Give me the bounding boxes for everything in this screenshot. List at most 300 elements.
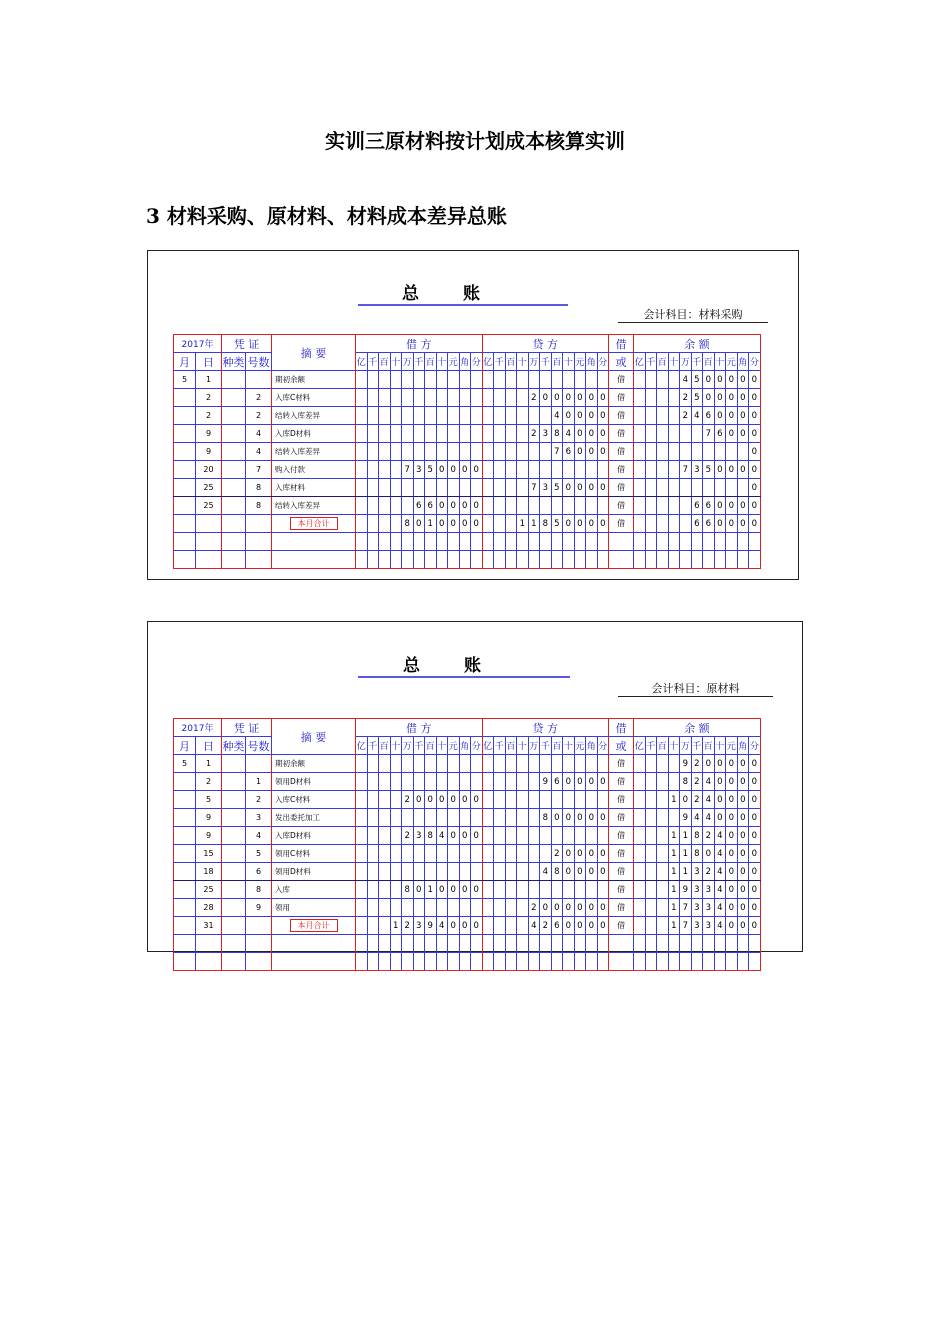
credit-digit [528, 407, 540, 425]
empty-cell [459, 953, 471, 971]
debit-digit [356, 863, 368, 881]
credit-digit [540, 791, 552, 809]
debit-digit: 0 [448, 515, 460, 533]
balance-digit [680, 425, 692, 443]
direction-cell: 借 [609, 425, 634, 443]
balance-digit: 9 [680, 809, 692, 827]
credit-digit [551, 755, 563, 773]
empty-cell [356, 551, 368, 569]
table-row [174, 845, 761, 863]
debit-digit: 0 [413, 515, 425, 533]
balance-digit: 0 [714, 809, 726, 827]
credit-digit [563, 827, 575, 845]
credit-digit [505, 407, 517, 425]
balance-digit [668, 425, 680, 443]
credit-digit [494, 371, 506, 389]
empty-cell [367, 953, 379, 971]
empty-cell [436, 533, 448, 551]
credit-digit [494, 791, 506, 809]
empty-cell [517, 551, 529, 569]
credit-digit: 0 [574, 425, 586, 443]
credit-digit [482, 443, 494, 461]
debit-digit [390, 899, 402, 917]
balance-digit: 0 [703, 389, 715, 407]
debit-digit [448, 899, 460, 917]
debit-digit: 0 [459, 827, 471, 845]
credit-digit [494, 497, 506, 515]
balance-digit: 4 [714, 899, 726, 917]
balance-digit: 3 [691, 881, 703, 899]
balance-digit-unit: 千 [691, 353, 703, 371]
credit-digit [528, 443, 540, 461]
credit-digit [574, 791, 586, 809]
credit-digit [505, 917, 517, 935]
balance-digit: 0 [726, 917, 738, 935]
number-cell: 4 [246, 827, 272, 845]
balance-digit: 7 [680, 917, 692, 935]
balance-digit-unit: 百 [703, 737, 715, 755]
balance-digit-unit: 分 [749, 353, 761, 371]
empty-cell [482, 935, 494, 953]
summary-text: 入库C材料 [275, 393, 311, 402]
balance-digit: 6 [703, 407, 715, 425]
balance-digit: 2 [691, 773, 703, 791]
number-cell: 5 [246, 845, 272, 863]
empty-cell [726, 533, 738, 551]
debit-digit [413, 479, 425, 497]
balance-digit: 3 [691, 899, 703, 917]
balance-digit: 0 [703, 845, 715, 863]
balance-digit: 0 [737, 917, 749, 935]
direction-cell: 借 [609, 917, 634, 935]
ledger-table [173, 334, 761, 569]
credit-digit: 0 [574, 917, 586, 935]
empty-cell [448, 953, 460, 971]
number-cell: 2 [246, 407, 272, 425]
credit-digit [563, 791, 575, 809]
debit-digit-unit: 百 [379, 353, 391, 371]
direction-cell: 借 [609, 755, 634, 773]
number-header: 号数 [246, 353, 272, 371]
balance-digit [645, 443, 657, 461]
debit-digit [379, 809, 391, 827]
month-header: 月 [174, 353, 196, 371]
day-cell: 9 [196, 443, 222, 461]
balance-digit: 0 [737, 845, 749, 863]
debit-digit [448, 863, 460, 881]
debit-digit [459, 371, 471, 389]
debit-digit [367, 407, 379, 425]
debit-digit-unit: 百 [425, 737, 437, 755]
empty-cell [413, 533, 425, 551]
debit-digit [390, 443, 402, 461]
balance-digit: 4 [703, 791, 715, 809]
month-cell [174, 863, 196, 881]
balance-digit [634, 497, 646, 515]
debit-digit: 0 [448, 917, 460, 935]
empty-cell [425, 953, 437, 971]
debit-digit [471, 773, 483, 791]
debit-digit [402, 443, 414, 461]
balance-digit: 0 [737, 899, 749, 917]
credit-digit [494, 881, 506, 899]
credit-digit [540, 845, 552, 863]
debit-digit: 0 [436, 497, 448, 515]
ledger-2 [147, 621, 803, 952]
day-cell: 1 [196, 371, 222, 389]
balance-digit [657, 461, 669, 479]
credit-digit-unit: 十 [563, 737, 575, 755]
balance-digit [657, 863, 669, 881]
debit-digit [379, 881, 391, 899]
balance-digit: 8 [691, 845, 703, 863]
debit-digit: 0 [448, 827, 460, 845]
credit-digit [586, 755, 598, 773]
balance-digit: 0 [749, 899, 761, 917]
summary-cell [272, 371, 356, 389]
table-row [174, 809, 761, 827]
debit-digit: 0 [459, 791, 471, 809]
balance-digit [657, 881, 669, 899]
credit-digit: 9 [540, 773, 552, 791]
direction-cell: 借 [609, 515, 634, 533]
balance-digit: 0 [749, 827, 761, 845]
debit-digit-unit: 分 [471, 737, 483, 755]
balance-digit: 0 [714, 515, 726, 533]
credit-digit: 2 [528, 425, 540, 443]
balance-digit: 0 [749, 515, 761, 533]
kind-cell [222, 479, 246, 497]
debit-digit [413, 899, 425, 917]
credit-digit [494, 425, 506, 443]
credit-digit [505, 425, 517, 443]
credit-digit: 4 [540, 863, 552, 881]
empty-cell [425, 533, 437, 551]
empty-cell [703, 533, 715, 551]
balance-digit: 0 [749, 863, 761, 881]
debit-digit [379, 389, 391, 407]
balance-digit [634, 755, 646, 773]
credit-digit [597, 881, 609, 899]
credit-digit [517, 881, 529, 899]
empty-cell [174, 953, 196, 971]
balance-digit: 5 [703, 461, 715, 479]
empty-cell [586, 533, 598, 551]
debit-digit [425, 863, 437, 881]
direction-cell: 借 [609, 443, 634, 461]
credit-digit [540, 443, 552, 461]
credit-digit [494, 827, 506, 845]
credit-digit [494, 863, 506, 881]
table-row [174, 863, 761, 881]
balance-digit: 0 [737, 425, 749, 443]
balance-digit: 3 [703, 899, 715, 917]
credit-digit: 0 [574, 407, 586, 425]
credit-digit [494, 389, 506, 407]
credit-digit [482, 791, 494, 809]
number-cell [246, 515, 272, 533]
empty-cell [436, 953, 448, 971]
balance-digit: 3 [703, 881, 715, 899]
credit-digit: 0 [563, 845, 575, 863]
direction-cell: 借 [609, 371, 634, 389]
balance-digit: 4 [691, 407, 703, 425]
summary-cell [272, 881, 356, 899]
balance-digit: 4 [714, 827, 726, 845]
balance-digit-unit: 亿 [634, 737, 646, 755]
empty-cell [668, 533, 680, 551]
debit-digit: 2 [402, 791, 414, 809]
debit-digit: 0 [459, 515, 471, 533]
credit-digit [505, 461, 517, 479]
table-row [174, 791, 761, 809]
debit-digit [413, 773, 425, 791]
debit-digit [436, 899, 448, 917]
kind-cell [222, 773, 246, 791]
day-cell: 9 [196, 827, 222, 845]
balance-digit-unit: 万 [680, 737, 692, 755]
table-row [174, 917, 761, 935]
account-subject: 会计科目：原材料 [618, 680, 773, 697]
debit-digit [379, 863, 391, 881]
debit-digit [402, 425, 414, 443]
balance-digit: 8 [691, 827, 703, 845]
balance-digit [657, 845, 669, 863]
debit-digit [448, 755, 460, 773]
balance-digit: 0 [749, 497, 761, 515]
empty-cell [609, 935, 634, 953]
debit-digit [413, 443, 425, 461]
direction-header-top: 借 [609, 719, 634, 737]
summary-text: 领用D材料 [275, 867, 311, 876]
balance-digit [657, 917, 669, 935]
debit-digit-unit: 十 [436, 353, 448, 371]
day-cell: 2 [196, 773, 222, 791]
balance-digit: 6 [703, 497, 715, 515]
empty-cell [551, 935, 563, 953]
empty-cell [494, 935, 506, 953]
account-subject: 会计科目：材料采购 [618, 306, 768, 323]
debit-digit: 1 [425, 881, 437, 899]
credit-digit: 0 [563, 863, 575, 881]
balance-digit [668, 371, 680, 389]
direction-cell: 借 [609, 863, 634, 881]
balance-digit [645, 791, 657, 809]
debit-digit [356, 389, 368, 407]
empty-cell [272, 953, 356, 971]
balance-digit: 1 [680, 863, 692, 881]
empty-cell [471, 953, 483, 971]
direction-cell: 借 [609, 407, 634, 425]
debit-digit [367, 881, 379, 899]
balance-digit: 3 [691, 863, 703, 881]
balance-digit: 6 [691, 497, 703, 515]
debit-digit: 0 [459, 461, 471, 479]
credit-digit: 0 [563, 773, 575, 791]
credit-digit [574, 497, 586, 515]
balance-digit-unit: 亿 [634, 353, 646, 371]
credit-digit: 0 [540, 899, 552, 917]
debit-digit [425, 407, 437, 425]
debit-digit: 0 [471, 461, 483, 479]
empty-cell [196, 551, 222, 569]
table-row [174, 515, 761, 533]
debit-digit [390, 773, 402, 791]
credit-digit [563, 461, 575, 479]
empty-cell [459, 533, 471, 551]
credit-digit [574, 461, 586, 479]
balance-digit: 0 [714, 371, 726, 389]
credit-digit [482, 497, 494, 515]
debit-digit [356, 371, 368, 389]
summary-text: 期初余额 [275, 375, 305, 384]
debit-digit [356, 407, 368, 425]
balance-digit: 0 [726, 371, 738, 389]
empty-cell [563, 953, 575, 971]
table-row [174, 827, 761, 845]
debit-digit [436, 371, 448, 389]
credit-digit-unit: 元 [574, 737, 586, 755]
balance-digit [703, 479, 715, 497]
credit-digit [482, 755, 494, 773]
debit-digit: 0 [436, 791, 448, 809]
debit-digit [356, 755, 368, 773]
empty-cell [390, 533, 402, 551]
credit-digit [494, 917, 506, 935]
credit-digit: 0 [563, 917, 575, 935]
debit-digit [390, 863, 402, 881]
voucher-header: 凭 证 [222, 719, 272, 737]
balance-digit: 0 [749, 371, 761, 389]
balance-digit [657, 425, 669, 443]
credit-digit: 5 [551, 515, 563, 533]
credit-digit: 0 [597, 845, 609, 863]
balance-digit: 1 [680, 845, 692, 863]
credit-digit [505, 371, 517, 389]
month-header: 月 [174, 737, 196, 755]
debit-digit [471, 443, 483, 461]
empty-cell [574, 953, 586, 971]
credit-digit [540, 881, 552, 899]
empty-cell [574, 551, 586, 569]
balance-digit: 0 [737, 461, 749, 479]
debit-digit [471, 809, 483, 827]
credit-digit [482, 845, 494, 863]
balance-digit [726, 443, 738, 461]
balance-digit: 0 [737, 515, 749, 533]
empty-cell [390, 935, 402, 953]
balance-digit: 5 [691, 371, 703, 389]
debit-digit [379, 425, 391, 443]
balance-digit: 3 [691, 917, 703, 935]
credit-digit [505, 791, 517, 809]
balance-digit-unit: 千 [691, 737, 703, 755]
credit-digit: 0 [586, 899, 598, 917]
debit-digit [390, 515, 402, 533]
credit-digit [482, 809, 494, 827]
debit-digit: 0 [436, 515, 448, 533]
empty-cell [634, 935, 646, 953]
summary-text: 入库D材料 [275, 831, 311, 840]
balance-digit [645, 371, 657, 389]
credit-digit [517, 773, 529, 791]
summary-text: 结转入库差异 [275, 447, 320, 456]
empty-cell [645, 551, 657, 569]
kind-cell [222, 845, 246, 863]
debit-digit [390, 827, 402, 845]
balance-digit [668, 443, 680, 461]
credit-digit: 0 [563, 479, 575, 497]
balance-digit [657, 791, 669, 809]
debit-digit [448, 407, 460, 425]
direction-header-bottom: 或 [609, 737, 634, 755]
summary-cell [272, 845, 356, 863]
debit-digit [448, 809, 460, 827]
debit-digit-unit: 十 [390, 737, 402, 755]
empty-cell [703, 551, 715, 569]
balance-digit [645, 407, 657, 425]
balance-digit [634, 425, 646, 443]
credit-digit: 0 [574, 515, 586, 533]
balance-digit: 8 [680, 773, 692, 791]
balance-digit: 0 [726, 845, 738, 863]
debit-digit [425, 809, 437, 827]
debit-digit [425, 479, 437, 497]
credit-digit [528, 809, 540, 827]
debit-digit [379, 461, 391, 479]
debit-digit: 3 [413, 827, 425, 845]
credit-digit [482, 461, 494, 479]
debit-digit [367, 515, 379, 533]
credit-digit [505, 443, 517, 461]
balance-digit-unit: 十 [714, 737, 726, 755]
credit-digit [540, 461, 552, 479]
balance-digit [737, 443, 749, 461]
empty-cell [356, 533, 368, 551]
balance-digit [714, 443, 726, 461]
balance-digit [737, 479, 749, 497]
balance-digit [634, 881, 646, 899]
credit-digit: 0 [563, 389, 575, 407]
balance-digit: 0 [749, 809, 761, 827]
credit-digit: 0 [597, 809, 609, 827]
debit-digit [425, 845, 437, 863]
empty-cell [680, 953, 692, 971]
balance-digit [645, 425, 657, 443]
debit-digit: 9 [425, 917, 437, 935]
credit-digit: 0 [574, 863, 586, 881]
balance-digit: 0 [703, 371, 715, 389]
credit-digit [597, 755, 609, 773]
month-cell [174, 791, 196, 809]
table-row [174, 389, 761, 407]
balance-digit [645, 755, 657, 773]
debit-digit [402, 371, 414, 389]
debit-digit [356, 899, 368, 917]
debit-digit: 0 [448, 461, 460, 479]
credit-digit-unit: 千 [494, 353, 506, 371]
empty-cell [528, 551, 540, 569]
credit-digit [540, 755, 552, 773]
debit-digit [402, 755, 414, 773]
empty-cell [563, 551, 575, 569]
debit-digit [413, 407, 425, 425]
debit-digit [436, 863, 448, 881]
balance-digit [634, 407, 646, 425]
credit-header: 贷 方 [482, 335, 609, 353]
debit-digit [390, 425, 402, 443]
balance-digit-unit: 百 [657, 737, 669, 755]
